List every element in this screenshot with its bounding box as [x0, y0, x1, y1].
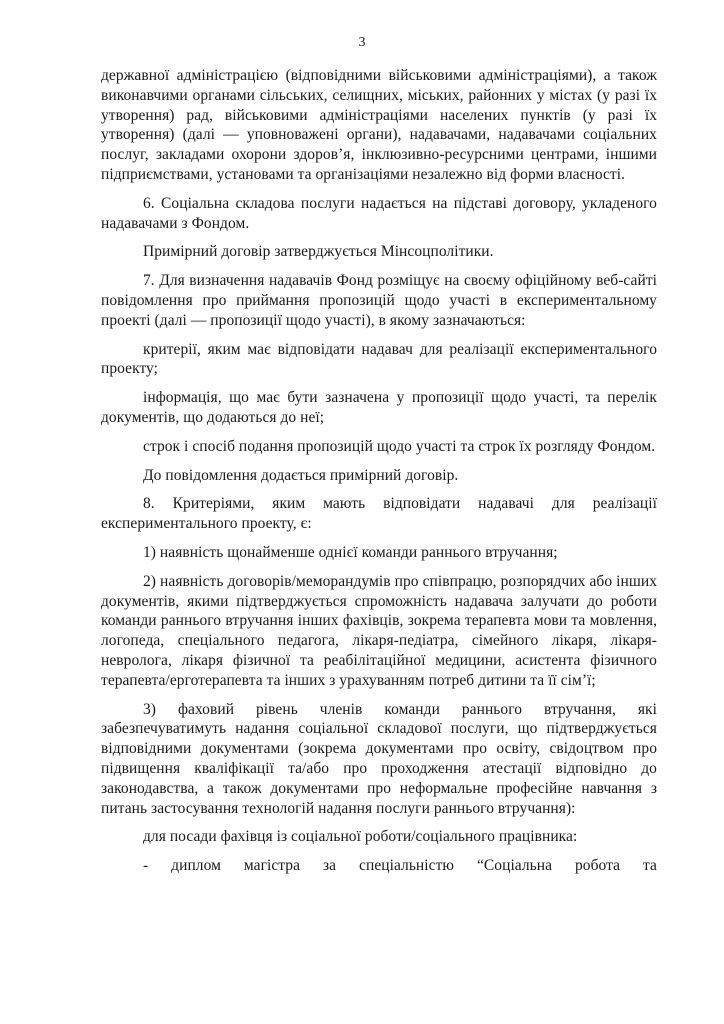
- paragraph-information: інформація, що має бути зазначена у пропозиції щодо участі, та перелік документів, що додаються до неї;: [101, 389, 657, 426]
- list-item-2: 2) наявність договорів/меморандумів про співпрацю, розпорядчих або інших документів, якими підтверджується спроможність надавача залучати до роботи команди раннього втручання інших фахівців, зокрема терапевта мови та мовлення, логопеда, спеціального педагога, лікаря-педіатра, сімейного лікаря, лікаря-невролога, лікаря фізичної та реабілітаційної медицини, асистента фізичного терапевта/ерготерапевта та інших з урахуванням потреб дитини та її сім’ї;: [101, 572, 657, 689]
- paragraph-administrations: державної адміністрацією (відповідними військовими адміністраціями), а також виконавчими органами сільських, селищних, міських, районних у містах (у разі їх утворення) рад, військовими адміністраціями населених пунктів (у разі їх утворення) (далі — уповноважені органи), надавачами, надавачами соціальних послуг, закладами охорони здоров’я, інклюзивно-ресурсними центрами, іншими підприємствами, установами та організаціями незалежно від форми власності.: [101, 67, 657, 183]
- paragraph-item-8: 8. Критеріями, яким мають відповідати надавачі для реалізації експериментального проекту, є:: [101, 495, 657, 533]
- paragraph-model-contract: Примірний договір затверджується Мінсоцполітики.: [143, 243, 494, 261]
- list-item-1: 1) наявність щонайменше однієї команди раннього втручання;: [143, 543, 558, 561]
- paragraph-social-worker: для посади фахівця із соціальної роботи/соціального працівника:: [143, 828, 578, 846]
- document-body: [101, 66, 657, 876]
- paragraph-item-7: 7. Для визначення надавачів Фонд розміщує на своєму офіційному веб-сайті повідомлення про приймання пропозицій щодо участі в експериментальному проекті (далі — пропозиції щодо участі), в якому зазначаються:: [101, 272, 657, 329]
- paragraph-deadline: строк і спосіб подання пропозицій щодо участі та строк їх розгляду Фондом.: [143, 437, 656, 455]
- list-item-3: 3) фаховий рівень членів команди раннього втручання, які забезпечуватимуть надання соціальної складової послуги, що підтверджується відповідними документами (зокрема документами про освіту, свідоцтвом про підвищення кваліфікації та/або про проходження атестації відповідно до законодавства, а також документами про неформальне професійне навчання з питань застосування технологій надання послуги раннього втручання):: [101, 700, 657, 817]
- paragraph-criteria: критерії, яким має відповідати надавач для реалізації експериментального проекту;: [101, 340, 657, 378]
- paragraph-item-6: 6. Соціальна складова послуги надається на підставі договору, укладеного надавачами з Фондом.: [101, 194, 657, 232]
- page-number: 3: [358, 35, 366, 50]
- paragraph-attachment: До повідомлення додається примірний договір.: [143, 466, 459, 484]
- paragraph-diploma: - диплом магістра за спеціальністю “Соціальна робота та: [143, 857, 657, 875]
